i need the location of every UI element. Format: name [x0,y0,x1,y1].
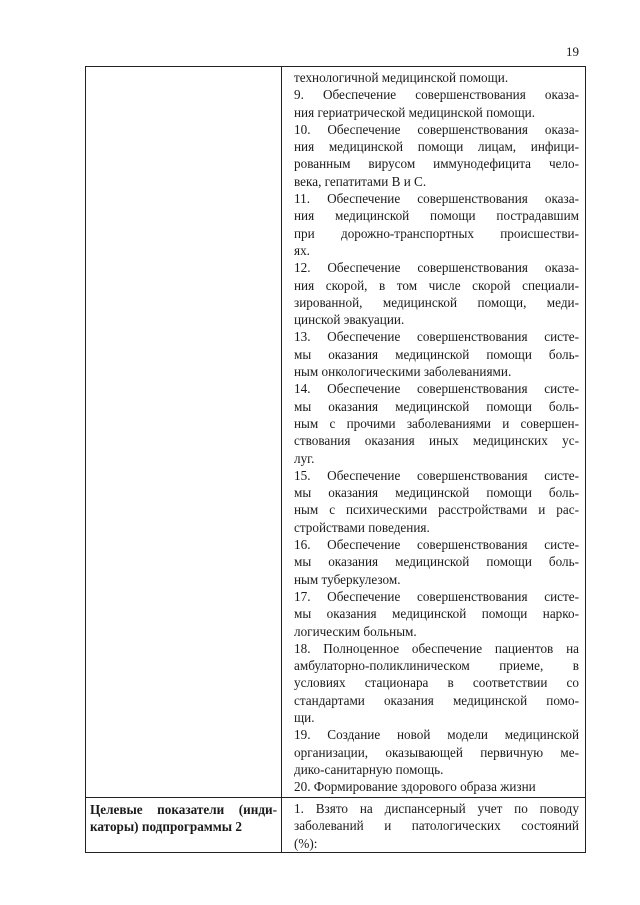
task-line: ствования оказания иных медицинских ус- [294,433,579,449]
task-item [294,536,579,588]
task-item [294,588,579,640]
indicators-content-cell [282,798,586,853]
task-line: 20. Формирование здорового образа жизни [294,779,536,795]
task-line: ным с психическими расстройствами и рас- [294,502,579,518]
task-line: 11. Обеспечение совершенствования оказа- [294,191,579,207]
task-line: рованным вирусом иммунодефицита чело- [294,156,579,172]
task-item [294,778,579,795]
table-row-tasks [86,67,586,798]
task-line: стандартами оказания медицинской помо- [294,692,579,708]
task-line: мы оказания медицинской помощи нарко- [294,606,579,622]
task-line: века, гепатитами В и С. [294,173,427,189]
task-item [294,69,579,86]
task-line: амбулаторно-поликлиническом приеме, в [294,658,579,674]
indicator-line: (%): [294,835,318,851]
task-line: ния скорой, в том числе скорой специали- [294,277,579,293]
task-line: 14. Обеспечение совершенствования систе- [294,381,579,397]
task-line: зированной, медицинской помощи, меди- [294,294,579,310]
task-line: 17. Обеспечение совершенствования систе- [294,588,579,604]
page-number: 19 [566,44,579,59]
task-line: ным туберкулезом. [294,571,401,587]
task-line: технологичной медицинской помощи. [294,70,509,85]
task-line: дико-санитарную помощь. [294,761,444,777]
task-item [294,190,579,259]
task-item [294,121,579,190]
task-line: 13. Обеспечение совершенствования систе- [294,329,579,345]
indicator-line: 1. Взято на диспансерный учет по поводу [294,801,579,816]
task-item [294,640,579,726]
task-line: мы оказания медицинской помощи боль- [294,346,579,362]
task-line: цинской эвакуации. [294,312,405,328]
indicators-label-line: Целевые показатели (инди- [90,802,277,817]
indicator-item [294,800,579,852]
task-line: логическим больным. [294,623,417,639]
task-line: ным с прочими заболеваниями и совершен- [294,415,579,431]
task-line: щи. [294,709,315,725]
task-line: 15. Обеспечение совершенствования систе- [294,467,579,483]
task-line: при дорожно-транспортных происшестви- [294,225,579,241]
task-line: ния медицинской помощи пострадавшим [294,208,579,224]
task-line: организации, оказывающей первичную ме- [294,744,579,760]
task-line: мы оказания медицинской помощи боль- [294,398,579,414]
indicator-line: заболеваний и патологических состояний [294,818,579,834]
task-line: мы оказания медицинской помощи боль- [294,554,579,570]
task-item [294,467,579,536]
task-line: ях. [294,242,310,258]
tasks-label-cell [86,67,282,798]
task-line: стройствами поведения. [294,519,430,535]
task-item [294,328,579,380]
task-item [294,726,579,778]
task-line: 19. Создание новой модели медицинской [294,727,579,743]
indicators-label-line: каторы) подпрограммы 2 [90,819,242,835]
task-line: ния медицинской помощи лицам, инфици- [294,139,579,155]
table-row-indicators [86,798,586,853]
task-line: ным онкологическими заболеваниями. [294,364,512,380]
task-line: 9. Обеспечение совершенствования оказа- [294,87,579,103]
task-line: условиях стационара в соответствии со [294,675,579,691]
task-line: мы оказания медицинской помощи боль- [294,485,579,501]
task-line: 18. Полноценное обеспечение пациентов на [294,640,579,656]
task-item [294,380,579,466]
indicators-label-cell [86,798,282,853]
task-item [294,86,579,121]
task-line: 10. Обеспечение совершенствования оказа- [294,121,579,137]
task-item [294,259,579,328]
task-line: луг. [294,450,315,466]
task-line: 12. Обеспечение совершенствования оказа- [294,260,579,276]
tasks-content-cell [282,67,586,798]
program-table [85,66,586,853]
task-line: ния гериатрической медицинской помощи. [294,104,536,120]
task-line: 16. Обеспечение совершенствования систе- [294,537,579,553]
